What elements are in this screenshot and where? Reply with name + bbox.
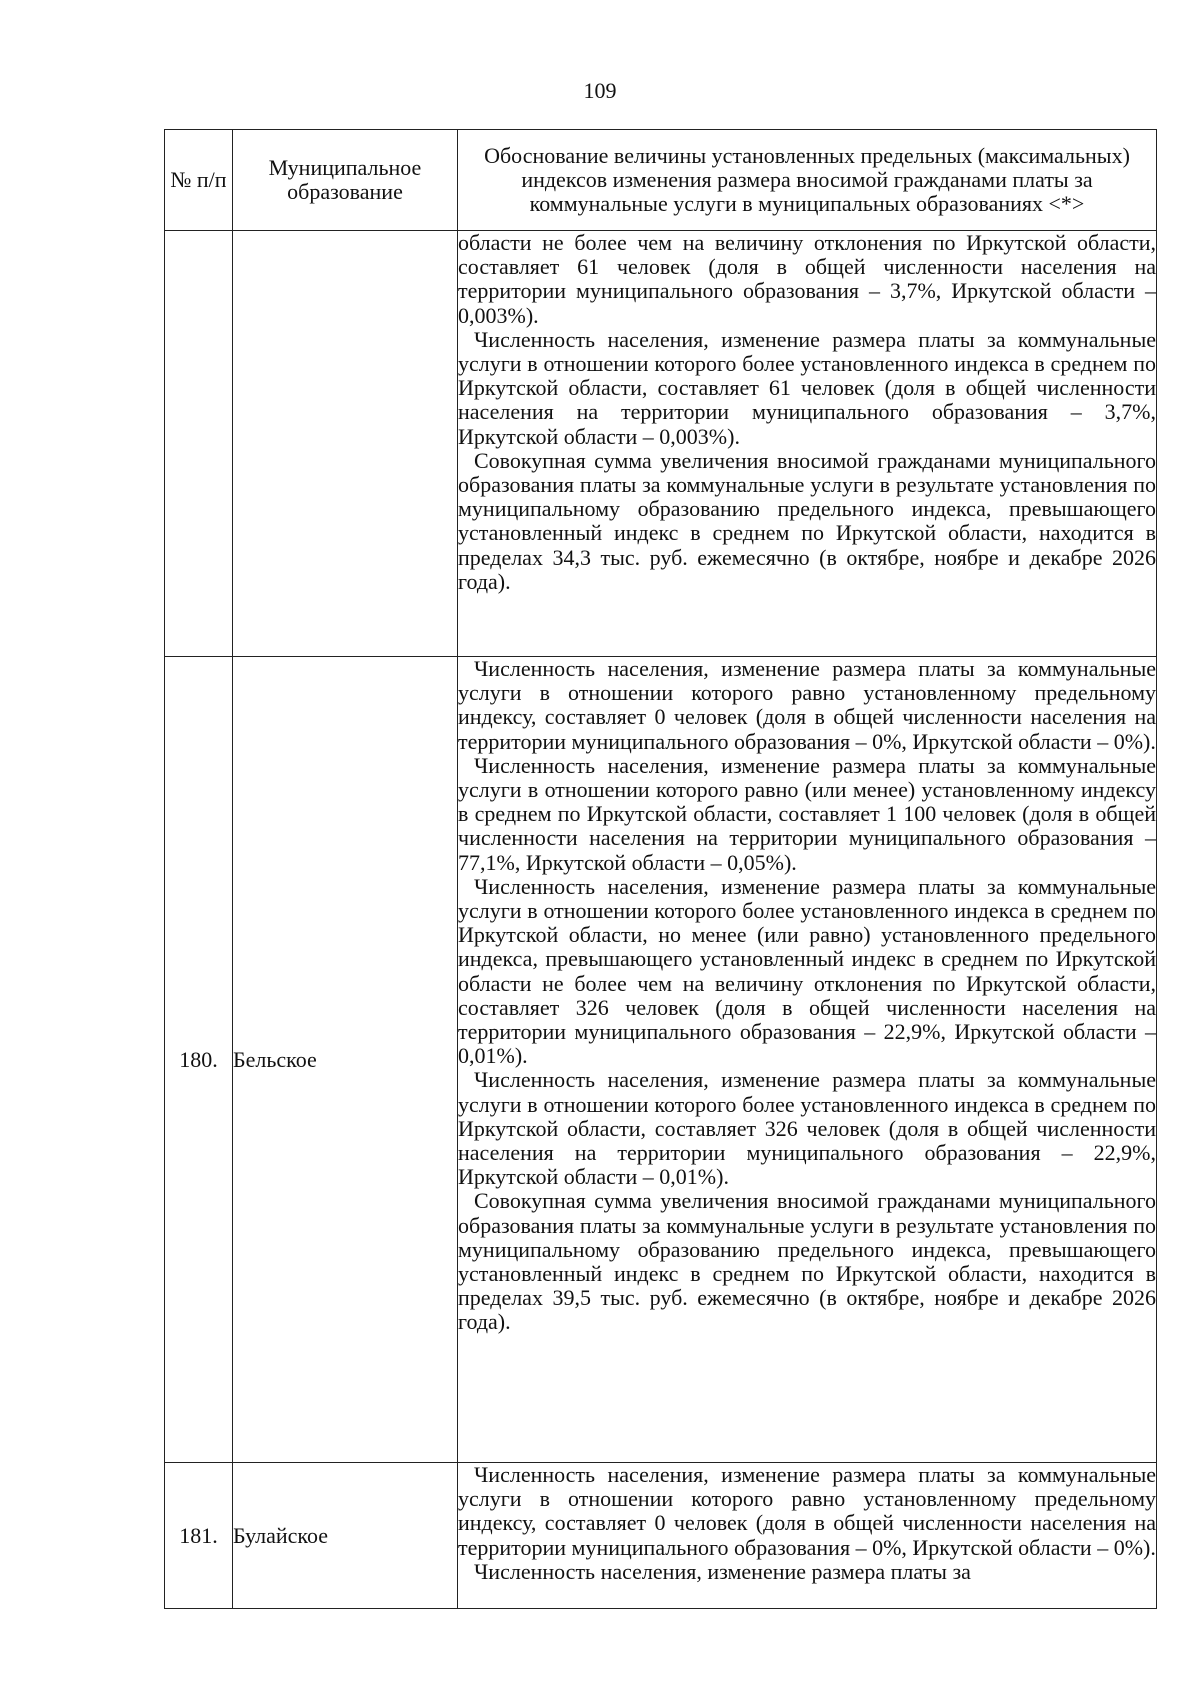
table-row <box>165 231 1157 657</box>
justification-paragraph: Численность населения, изменение размера платы за коммунальные услуги в отношении которого равно (или менее) установленному индексу в среднем по Иркутской области, составляет 1 100 человек (доля в общей численности населения на территории муниципального образования – 77,1%, Иркутской области – 0,05%). <box>458 752 1156 875</box>
table-header-row <box>165 130 1157 231</box>
justification-paragraph: Численность населения, изменение размера платы за <box>474 1558 971 1584</box>
row-justification <box>458 1463 1157 1609</box>
row-justification <box>458 657 1157 1463</box>
header-municipality: Муниципальное образование <box>233 130 458 231</box>
row-municipality <box>233 231 458 657</box>
justification-paragraph: Совокупная сумма увеличения вносимой гражданами муниципального образования платы за коммунальные услуги в результате установления по муниципальному образованию предельного индекса, превышающего установленный индекс в среднем по Иркутской области, находится в пределах 34,3 тыс. руб. ежемесячно (в октябре, ноябре и декабре 2026 года). <box>458 447 1156 594</box>
justification-paragraph: Численность населения, изменение размера платы за коммунальные услуги в отношении которого более установленного индекса в среднем по Иркутской области, составляет 61 человек (доля в общей численности населения на территории муниципального образования – 3,7%, Иркутской области – 0,003%). <box>458 326 1156 449</box>
row-municipality: Булайское <box>233 1463 458 1609</box>
justification-table <box>164 129 1157 1609</box>
table-row <box>165 1463 1157 1609</box>
row-municipality: Бельское <box>233 657 458 1463</box>
justification-paragraph: Численность населения, изменение размера платы за коммунальные услуги в отношении которого более установленного индекса в среднем по Иркутской области, составляет 326 человек (доля в общей численности населения на территории муниципального образования – 22,9%, Иркутской области – 0,01%). <box>458 1067 1156 1190</box>
row-number: 180. <box>165 657 233 1463</box>
page-number: 109 <box>583 78 617 103</box>
justification-paragraph: Совокупная сумма увеличения вносимой гражданами муниципального образования платы за коммунальные услуги в результате установления по муниципальному образованию предельного индекса, превышающего установленный индекс в среднем по Иркутской области, находится в пределах 39,5 тыс. руб. ежемесячно (в октябре, ноябре и декабре 2026 года). <box>458 1188 1156 1335</box>
justification-paragraph: Численность населения, изменение размера платы за коммунальные услуги в отношении которого равно установленному предельному индексу, составляет 0 человек (доля в общей численности населения на территории муниципального образования – 0%, Иркутской области – 0%). <box>458 656 1156 754</box>
header-number: № п/п <box>165 130 233 231</box>
row-number: 181. <box>165 1463 233 1609</box>
row-justification <box>458 231 1157 657</box>
table-row <box>165 657 1157 1463</box>
justification-paragraph: области не более чем на величину отклонения по Иркутской области, составляет 61 человек (доля в общей численности населения на территории муниципального образования – 3,7%, Иркутской области – 0,003%). <box>458 230 1156 328</box>
header-justification: Обоснование величины установленных предельных (максимальных) индексов изменения размера вносимой гражданами платы за коммунальные услуги в муниципальных образованиях <*> <box>458 130 1157 231</box>
row-number <box>165 231 233 657</box>
justification-paragraph: Численность населения, изменение размера платы за коммунальные услуги в отношении которого более установленного индекса в среднем по Иркутской области, но менее (или равно) установленного предельного индекса, превышающего установленный индекс в среднем по Иркутской области не более чем на величину отклонения по Иркутской области, составляет 326 человек (доля в общей численности населения на территории муниципального образования – 22,9%, Иркутской области – 0,01%). <box>458 873 1156 1069</box>
justification-paragraph: Численность населения, изменение размера платы за коммунальные услуги в отношении которого равно установленному предельному индексу, составляет 0 человек (доля в общей численности населения на территории муниципального образования – 0%, Иркутской области – 0%). <box>458 1462 1156 1560</box>
